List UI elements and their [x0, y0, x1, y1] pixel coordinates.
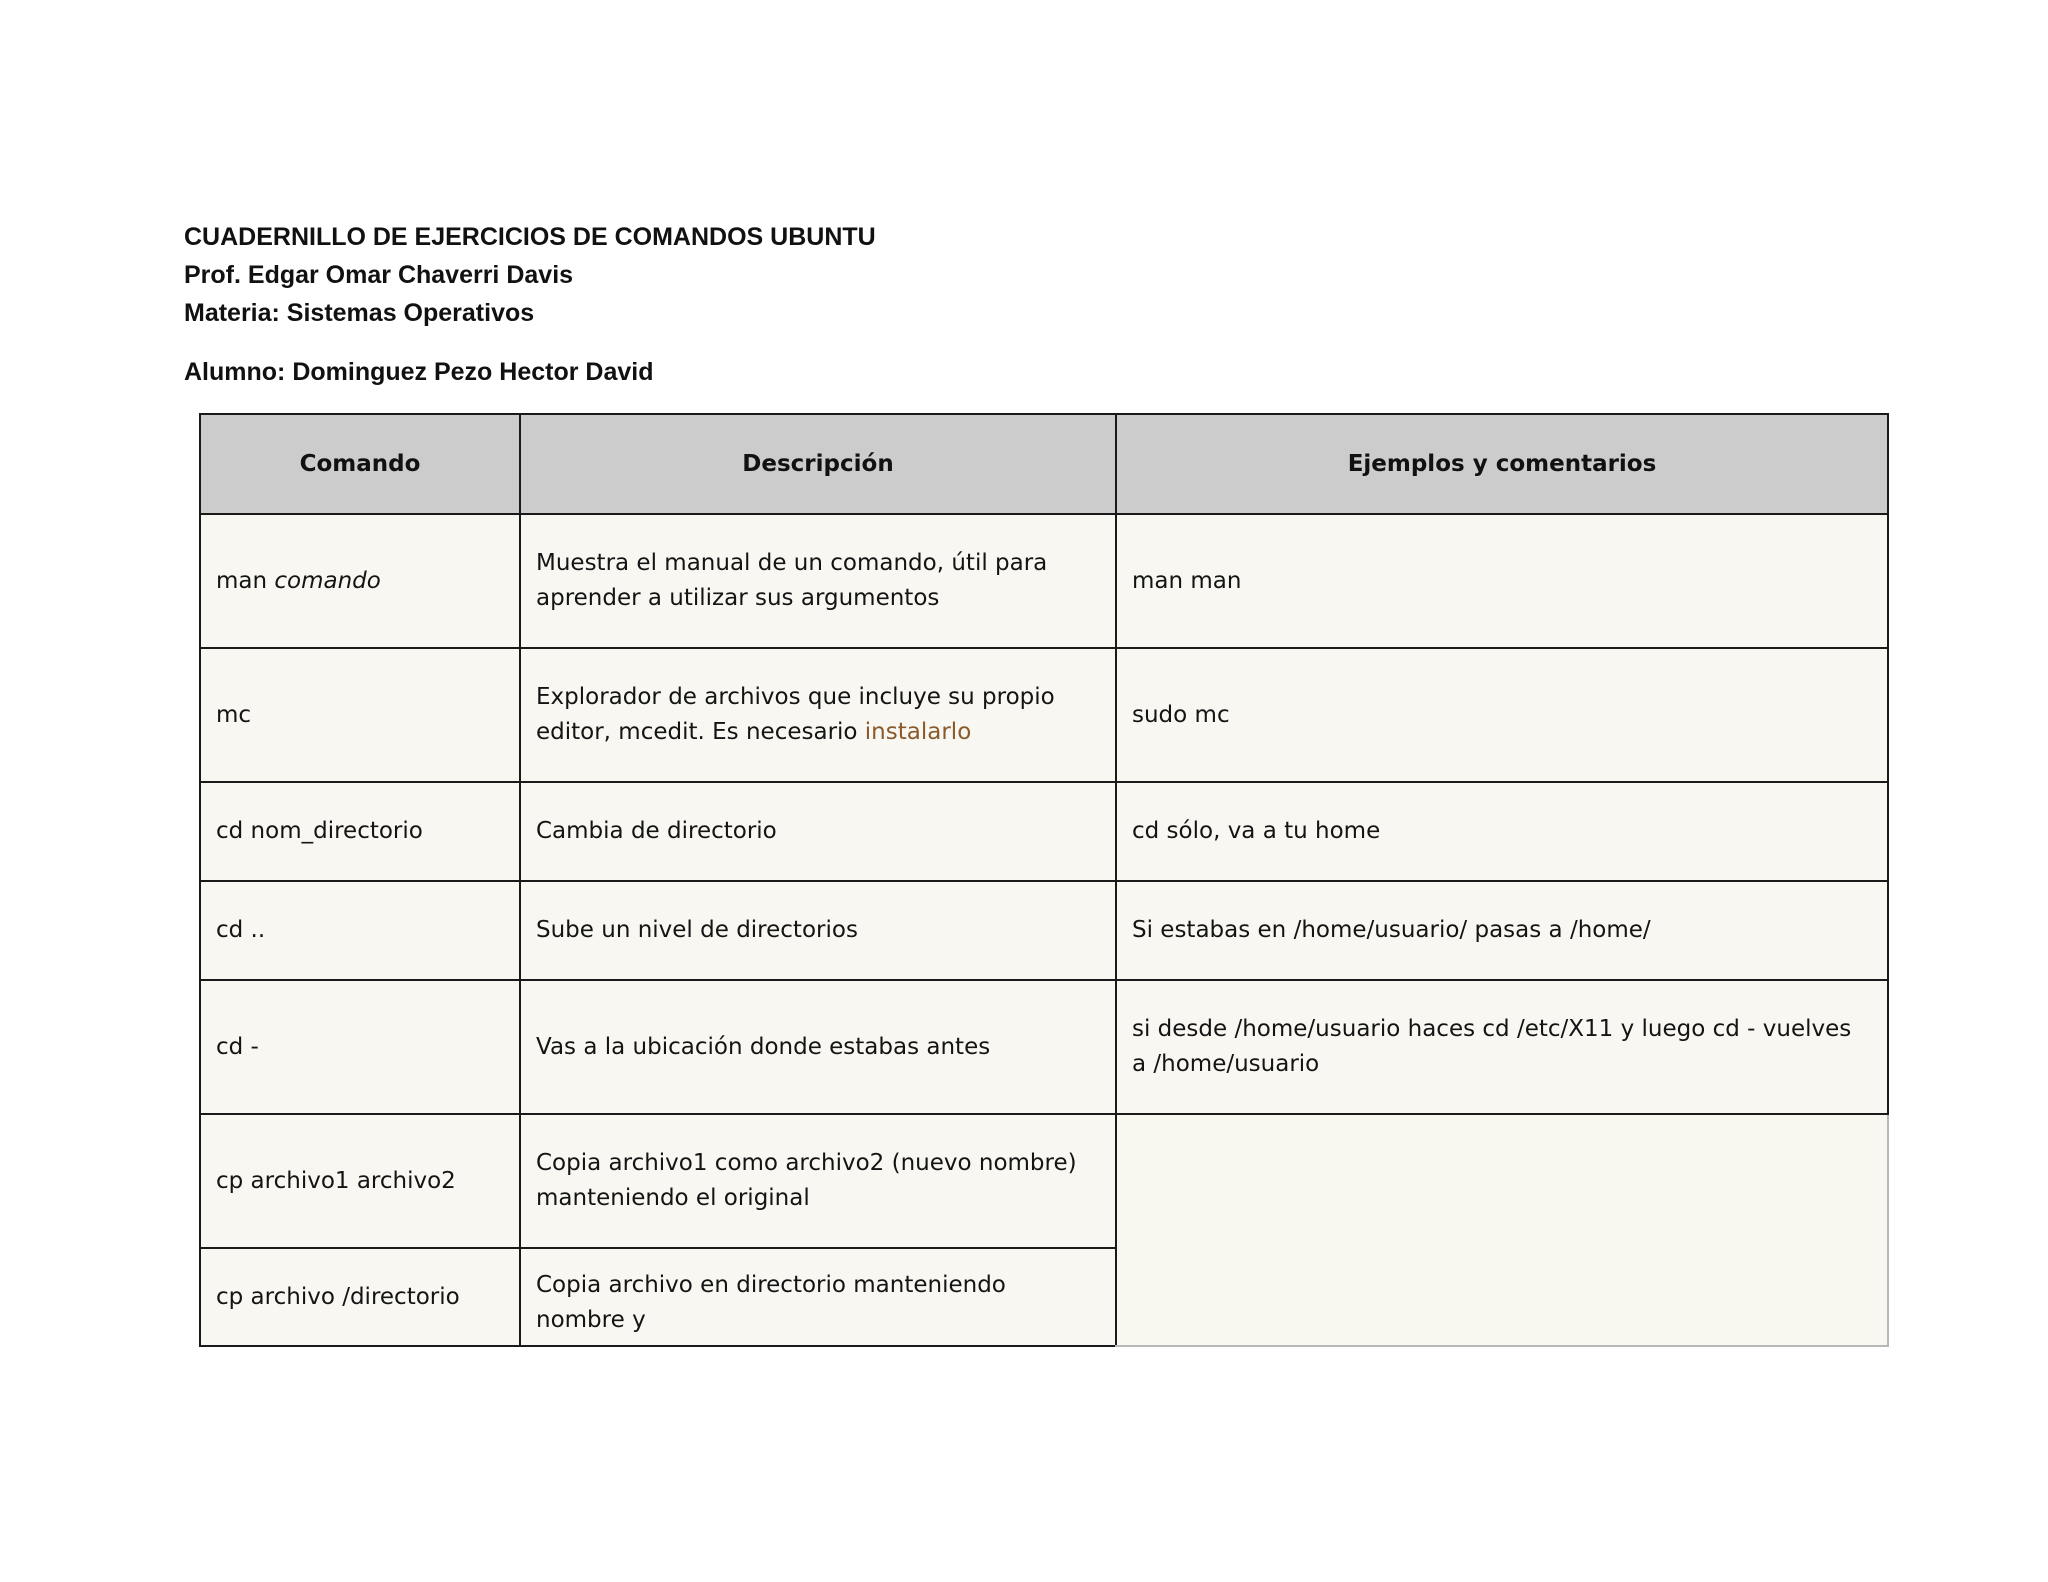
command-argument: comando — [274, 567, 381, 594]
table-header-row — [200, 414, 1888, 514]
example-cell: si desde /home/usuario haces cd /etc/X11 y luego cd - vuelves a /home/usuario — [1116, 980, 1888, 1114]
command-cell: cd .. — [200, 881, 520, 980]
column-header-description: Descripción — [520, 414, 1116, 514]
table-row — [200, 881, 1888, 980]
example-cell: sudo mc — [1116, 648, 1888, 782]
subject-name: Materia: Sistemas Operativos — [184, 299, 535, 327]
command-cell — [200, 514, 520, 648]
description-cell: Vas a la ubicación donde estabas antes — [520, 980, 1116, 1114]
commands-table — [199, 413, 1889, 1347]
table-row — [200, 514, 1888, 648]
description-cell: Copia archivo1 como archivo2 (nuevo nombre) manteniendo el original — [520, 1114, 1116, 1248]
command-cell: cd nom_directorio — [200, 782, 520, 881]
command-cell: mc — [200, 648, 520, 782]
table-row — [200, 648, 1888, 782]
document-title: CUADERNILLO DE EJERCICIOS DE COMANDOS UBUNTU — [184, 223, 876, 251]
command-cell: cd - — [200, 980, 520, 1114]
example-cell: cd sólo, va a tu home — [1116, 782, 1888, 881]
example-cell-empty — [1116, 1114, 1888, 1346]
install-link[interactable]: instalarlo — [864, 719, 972, 745]
description-cell: Muestra el manual de un comando, útil para aprender a utilizar sus argumentos — [520, 514, 1116, 648]
table-row — [200, 980, 1888, 1114]
column-header-command: Comando — [200, 414, 520, 514]
description-text: Explorador de archivos que incluye su propio editor, mcedit. Es necesario — [536, 684, 1055, 745]
command-text: man — [216, 567, 275, 594]
description-text: Copia archivo en directorio manteniendo nombre y — [536, 1272, 1006, 1333]
professor-name: Prof. Edgar Omar Chaverri Davis — [184, 261, 574, 289]
student-name: Alumno: Dominguez Pezo Hector David — [184, 358, 654, 386]
description-cell: Cambia de directorio — [520, 782, 1116, 881]
command-cell: cp archivo /directorio — [200, 1248, 520, 1346]
example-cell: Si estabas en /home/usuario/ pasas a /home/ — [1116, 881, 1888, 980]
description-cell — [520, 648, 1116, 782]
command-cell: cp archivo1 archivo2 — [200, 1114, 520, 1248]
description-cell: Sube un nivel de directorios — [520, 881, 1116, 980]
document-header — [184, 218, 876, 391]
description-cell — [520, 1248, 1116, 1346]
table-row — [200, 1114, 1888, 1248]
table-row — [200, 782, 1888, 881]
example-cell: man man — [1116, 514, 1888, 648]
column-header-examples: Ejemplos y comentarios — [1116, 414, 1888, 514]
